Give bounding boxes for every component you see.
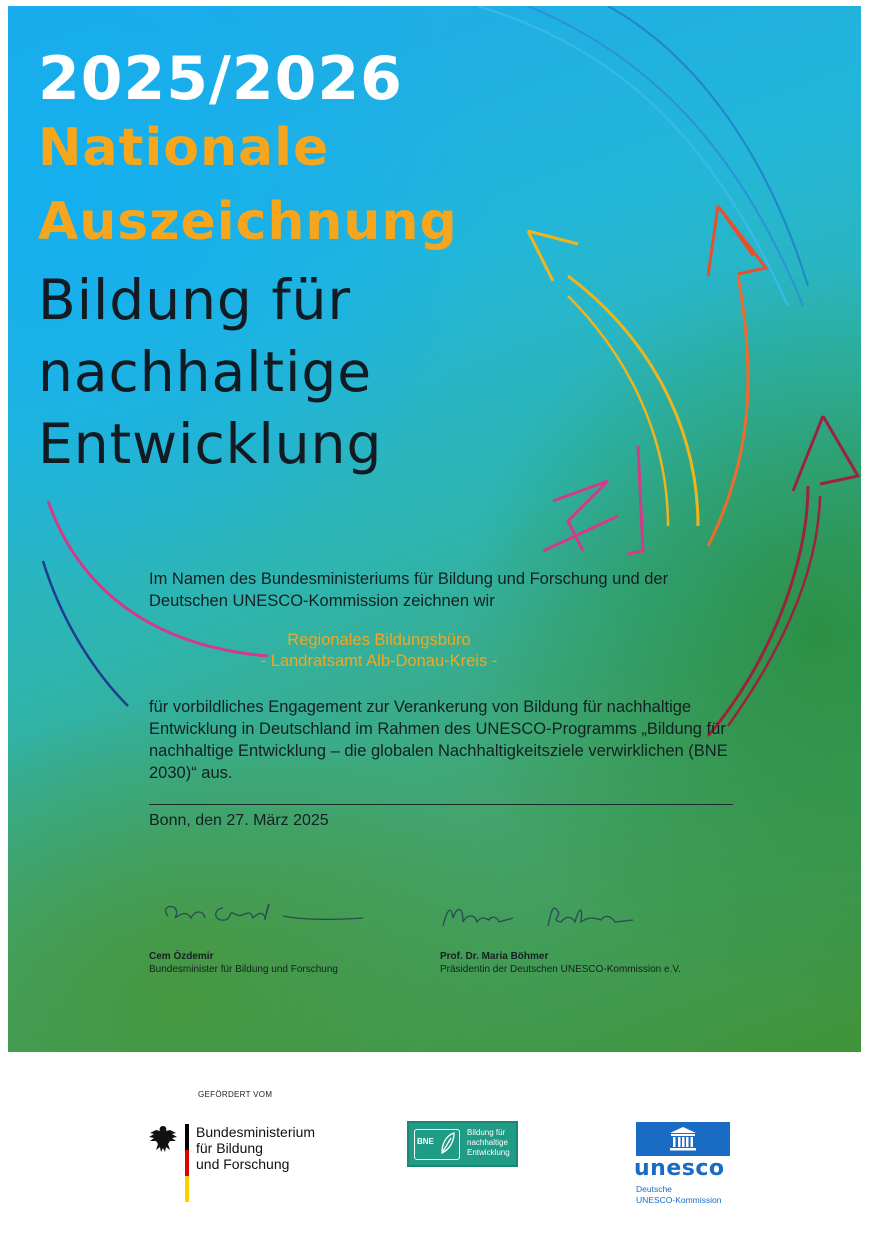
- unesco-logo: [634, 1120, 734, 1210]
- recipient: [149, 630, 609, 672]
- unesco-subtitle: [636, 1184, 722, 1206]
- bmbf-logo: [148, 1120, 328, 1210]
- bne-line-3: Entwicklung: [467, 1148, 510, 1157]
- bmbf-wordmark: [196, 1124, 315, 1172]
- signer-2-name: Prof. Dr. Maria Böhmer: [440, 951, 549, 962]
- unesco-sub-line-2: UNESCO-Kommission: [636, 1195, 722, 1205]
- signer-1-role: Bundesminister für Bildung und Forschung: [149, 964, 338, 975]
- bmbf-line-3: und Forschung: [196, 1156, 290, 1172]
- unesco-wordmark: unesco: [634, 1156, 725, 1181]
- signature-ozdemir: [153, 894, 368, 934]
- divider: [149, 804, 733, 805]
- leaf-icon: [438, 1131, 456, 1155]
- unesco-sub-line-1: Deutsche: [636, 1184, 672, 1194]
- date-place: Bonn, den 27. März 2025: [149, 812, 329, 829]
- funded-by-label: GEFÖRDERT VOM: [198, 1090, 273, 1099]
- signer-2-role: Präsidentin der Deutschen UNESCO-Kommission e.V.: [440, 964, 681, 975]
- signer-1-name: Cem Özdemir: [149, 951, 214, 962]
- recipient-name: Regionales Bildungsbüro: [287, 631, 471, 649]
- program-title-line-2: nachhaltige: [38, 340, 373, 404]
- bne-abbreviation: BNE: [417, 1137, 434, 1146]
- certificate-panel: [8, 6, 861, 1052]
- unesco-emblem: [636, 1122, 730, 1156]
- program-title-line-1: Bildung für: [38, 268, 352, 332]
- federal-eagle-icon: [148, 1124, 178, 1156]
- bmbf-line-2: für Bildung: [196, 1140, 263, 1156]
- signature-boehmer: [433, 896, 638, 936]
- bne-logo: [407, 1121, 518, 1167]
- german-flag-bar: [185, 1124, 189, 1202]
- award-title-line-2: Auszeichnung: [38, 192, 458, 252]
- reason-text: für vorbildliches Engagement zur Verankerung von Bildung für nachhaltige Entwicklung in Deutschland im Rahmen des UNESCO-Programms „Bildung für nachhaltige Entwicklung – die globalen Nachhaltigkeitsziele verwirklichen (BNE 2030)“ aus.: [149, 698, 728, 782]
- recipient-organization: - Landratsamt Alb-Donau-Kreis -: [260, 652, 498, 670]
- intro-text: Im Namen des Bundesministeriums für Bildung und Forschung und der Deutschen UNESCO-Kommission zeichnen wir: [149, 570, 669, 610]
- signer-2: [440, 950, 681, 976]
- signer-1: [149, 950, 338, 976]
- bmbf-line-1: Bundesministerium: [196, 1124, 316, 1140]
- award-title-line-1: Nationale: [38, 118, 330, 178]
- bne-line-1: Bildung für: [467, 1128, 506, 1137]
- award-year: 2025/2026: [38, 44, 403, 114]
- bne-line-2: nachhaltige: [467, 1138, 508, 1147]
- program-title-line-3: Entwicklung: [38, 412, 383, 476]
- bne-wordmark: [467, 1128, 510, 1158]
- temple-icon: [668, 1126, 698, 1152]
